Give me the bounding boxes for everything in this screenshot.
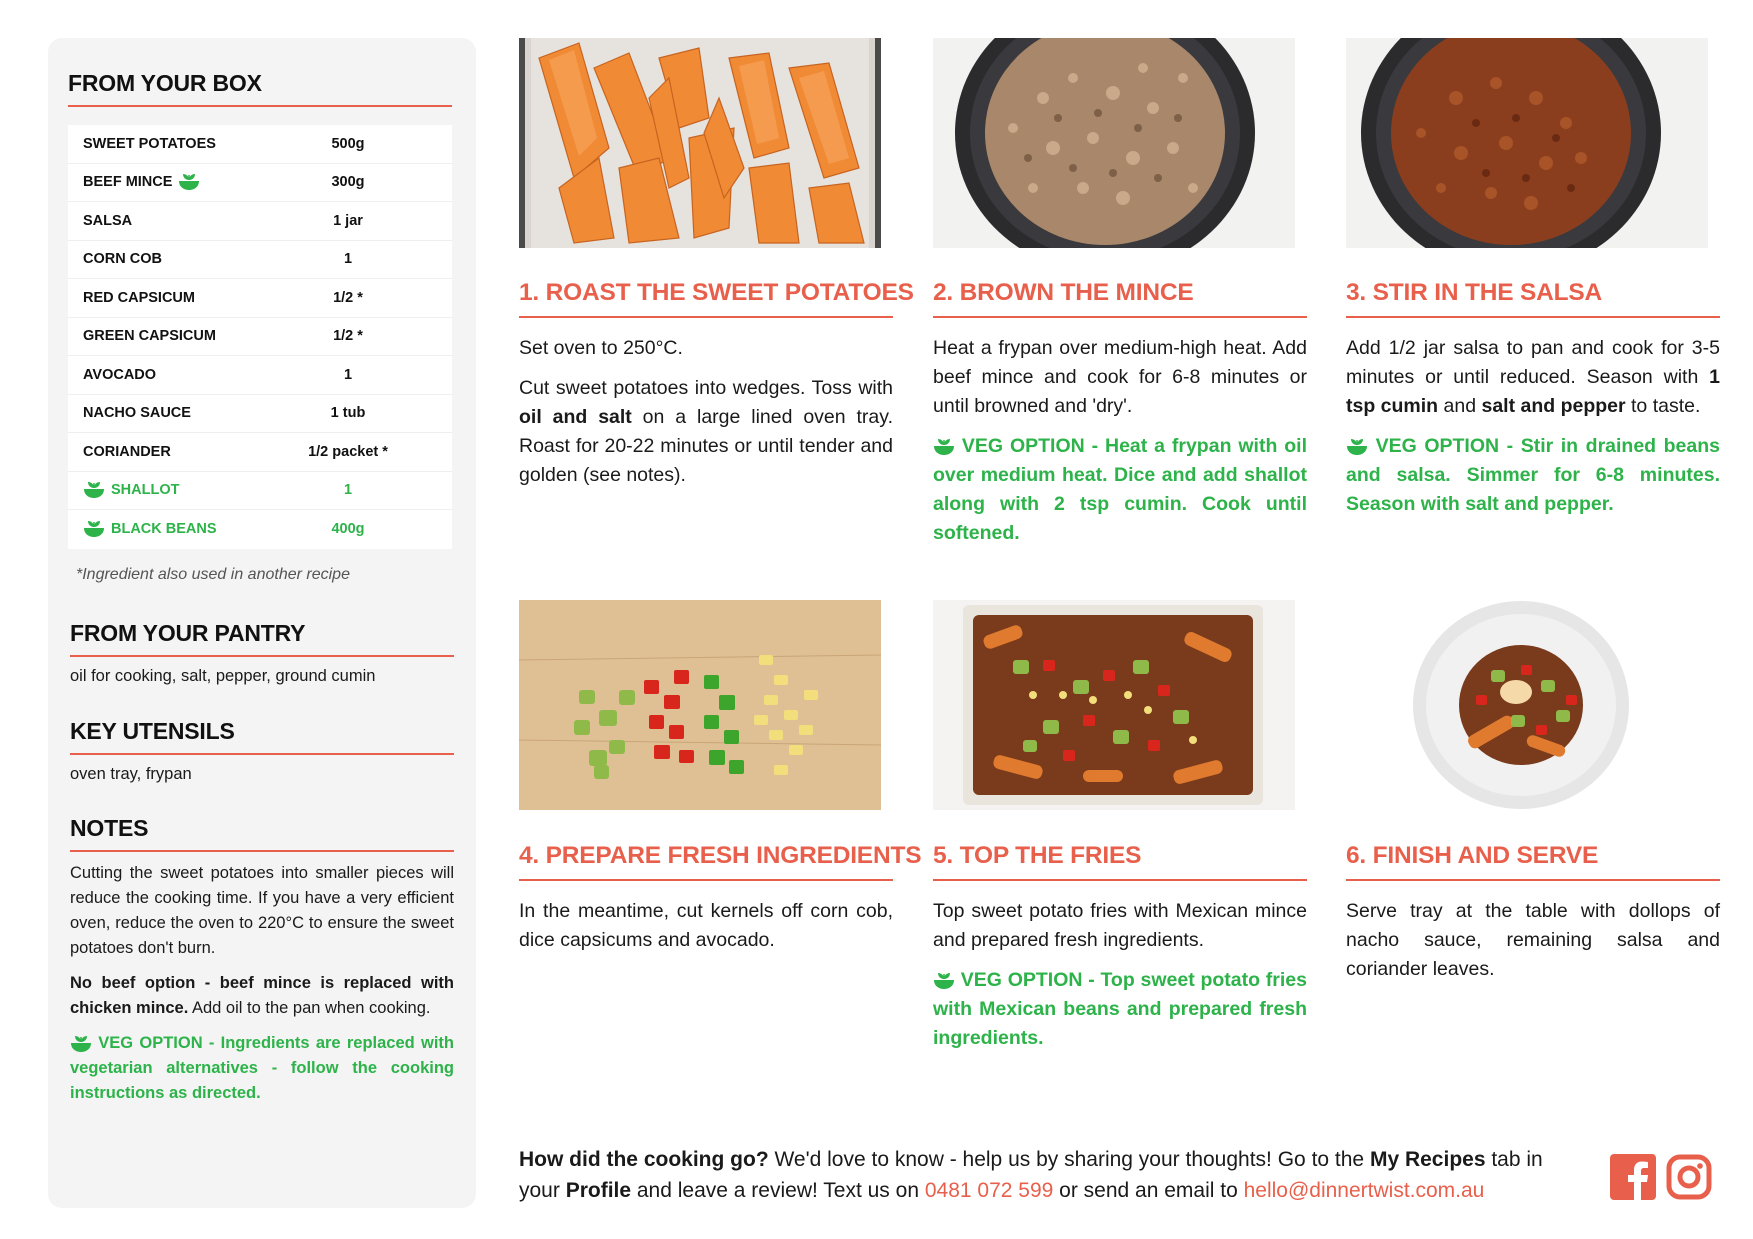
step-2-veg-text: VEG OPTION - Heat a frypan with oil over medium heat. Dice and add shallot along with 2 tsp cumin. Cook until softened. [933,435,1307,544]
feedback-text-2: tab in your [519,1148,1543,1202]
step-3-heading: 3. STIR IN THE SALSA [1346,279,1720,318]
step-3-p1-c: and [1438,395,1482,417]
ingredients-sidebar [48,38,476,1208]
step-4-heading: 4. PREPARE FRESH INGREDIENTS [519,842,893,881]
step-3-p1-a: Add 1/2 jar salsa to pan and cook for 3-5 minutes or until reduced. Season with [1346,337,1720,388]
step-5-p1: Top sweet potato fries with Mexican mince and prepared fresh ingredients. [933,900,1307,951]
ingredient-quantity: 1 tub [330,405,366,422]
ingredient-name-label: CORIANDER [83,443,171,460]
notes-no-beef-rest: Add oil to the pan when cooking. [188,999,431,1017]
ingredient-name [83,251,162,267]
ingredient-name-label: GREEN CAPSICUM [83,328,216,345]
ingredient-row [68,241,452,280]
ingredient-row [68,472,452,511]
step-2-veg-option [933,432,1307,548]
step-2-heading: 2. BROWN THE MINCE [933,279,1307,318]
ingredient-name-label: NACHO SAUCE [83,405,191,422]
ingredient-quantity: 1/2 * [333,328,363,345]
step-3-p1-e: to taste. [1625,395,1701,417]
step-5-body [933,897,1307,1064]
ingredient-row [68,395,452,434]
photo-mince-with-salsa [1346,38,1708,248]
step-6-heading: 6. FINISH AND SERVE [1346,842,1720,881]
ingredient-name [83,173,200,191]
step-1-p2 [519,374,893,490]
phone-link[interactable]: 0481 072 599 [924,1179,1054,1202]
ingredient-name-label: CORN COB [83,251,162,268]
ingredient-name-label: RED CAPSICUM [83,289,195,306]
leaf-bowl-icon [83,481,105,499]
step-1-p2-bold: oil and salt [519,406,632,428]
photo-plated-dish [1346,600,1708,810]
feedback-text-1: We'd love to know - help us by sharing your thoughts! Go to the [768,1148,1370,1171]
step-1-p1: Set oven to 250°C. [519,337,683,359]
step-5-veg-option [933,966,1307,1053]
pantry-text: oil for cooking, salt, pepper, ground cumin [70,667,376,685]
step-1-body [519,334,893,501]
feedback-question: How did the cooking go? [519,1148,769,1171]
ingredient-name [83,520,217,538]
from-your-box-heading: FROM YOUR BOX [68,70,452,107]
ingredient-name [83,405,191,421]
photo-topped-fries [933,600,1295,810]
leaf-bowl-icon [83,520,105,538]
notes-body [70,861,454,1116]
ingredient-name [83,444,171,460]
ingredient-quantity: 300g [331,174,365,191]
ingredient-quantity: 1/2 * [333,289,363,306]
ingredient-row [68,164,452,203]
ingredient-name-label: AVOCADO [83,366,157,383]
step-2-body [933,334,1307,559]
ingredient-quantity: 1 [343,251,353,268]
step-3-p1 [1346,334,1720,421]
feedback-footer [519,1144,1579,1206]
notes-veg-text: VEG OPTION - Ingredients are replaced with vegetarian alternatives - follow the cooking instructions as directed. [70,1034,454,1102]
ingredient-name [83,367,156,383]
ingredient-name-label: SALSA [83,212,133,229]
step-3-body [1346,334,1720,530]
leaf-bowl-icon [933,969,955,991]
step-4-body [519,897,893,966]
feedback-text-4: or send an email to [1053,1179,1244,1202]
my-recipes-label: My Recipes [1369,1148,1486,1171]
ingredient-quantity: 500g [331,135,365,152]
ingredient-row [68,510,452,549]
notes-no-beef [70,971,454,1021]
step-1-p2-a: Cut sweet potatoes into wedges. Toss with [519,377,893,399]
utensils-text: oven tray, frypan [70,765,192,783]
ingredient-row [68,279,452,318]
ingredient-quantity: 1/2 packet * [308,443,388,460]
ingredient-quantity: 400g [331,521,365,538]
ingredient-quantity: 1 [343,366,353,383]
facebook-icon[interactable] [1610,1154,1656,1200]
step-1-p2-c: on a large lined oven tray. Roast for 20-22 minutes or until tender and golden (see notes). [519,406,893,486]
leaf-bowl-icon [178,173,200,191]
ingredient-name-label: BEEF MINCE [83,174,173,191]
notes-paragraph: Cutting the sweet potatoes into smaller pieces will reduce the cooking time. If you have a very efficient oven, reduce the oven to 220°C to ensure the sweet potatoes don't burn. [70,864,454,957]
step-6-p1: Serve tray at the table with dollops of nacho sauce, remaining salsa and coriander leaves. [1346,900,1720,980]
leaf-bowl-icon [1346,435,1368,457]
ingredient-name-label: BLACK BEANS [111,521,217,538]
notes-heading: NOTES [70,815,454,852]
leaf-bowl-icon [933,435,955,457]
step-3-veg-text: VEG OPTION - Stir in drained beans and salsa. Simmer for 6-8 minutes. Season with salt and pepper. [1346,435,1721,515]
ingredient-name [83,328,216,344]
step-4-p1: In the meantime, cut kernels off corn cob, dice capsicums and avocado. [519,900,893,951]
ingredient-row [68,356,452,395]
ingredient-name-label: SHALLOT [111,482,180,499]
ingredient-row [68,125,452,164]
email-link[interactable]: hello@dinnertwist.com.au [1243,1179,1485,1202]
ingredient-quantity: 1 jar [333,212,363,229]
ingredient-name [83,136,216,152]
step-3-veg-option [1346,432,1720,519]
ingredient-quantity: 1 [343,482,353,499]
ingredient-footnote: *Ingredient also used in another recipe [76,566,350,583]
from-your-pantry-heading: FROM YOUR PANTRY [70,620,454,657]
feedback-text-3: and leave a review! Text us on [631,1179,925,1202]
profile-label: Profile [565,1179,632,1202]
ingredient-name [83,290,195,306]
photo-browned-mince [933,38,1295,248]
step-3-p1-cumin: 1 tsp cumin [1346,366,1720,417]
ingredients-table [68,125,452,549]
ingredient-row [68,433,452,472]
step-1-heading: 1. ROAST THE SWEET POTATOES [519,279,893,318]
notes-veg-option [70,1031,454,1106]
notes-no-beef-bold: No beef option - beef mince is replaced with chicken mince. [70,974,454,1017]
step-2-p1: Heat a frypan over medium-high heat. Add beef mince and cook for 6-8 minutes or until browned and 'dry'. [933,337,1307,417]
instagram-icon[interactable] [1666,1154,1712,1200]
ingredient-row [68,318,452,357]
leaf-bowl-icon [70,1034,92,1052]
ingredient-name-label: SWEET POTATOES [83,135,216,152]
ingredient-name [83,213,132,229]
ingredient-row [68,202,452,241]
photo-roasted-sweet-potatoes [519,38,881,248]
ingredient-name [83,481,179,499]
key-utensils-heading: KEY UTENSILS [70,718,454,755]
step-5-veg-text: VEG OPTION - Top sweet potato fries with Mexican beans and prepared fresh ingredients. [933,969,1307,1049]
step-6-body [1346,897,1720,995]
step-3-p1-salt: salt and pepper [1481,395,1626,417]
photo-fresh-ingredients [519,600,881,810]
step-5-heading: 5. TOP THE FRIES [933,842,1307,881]
